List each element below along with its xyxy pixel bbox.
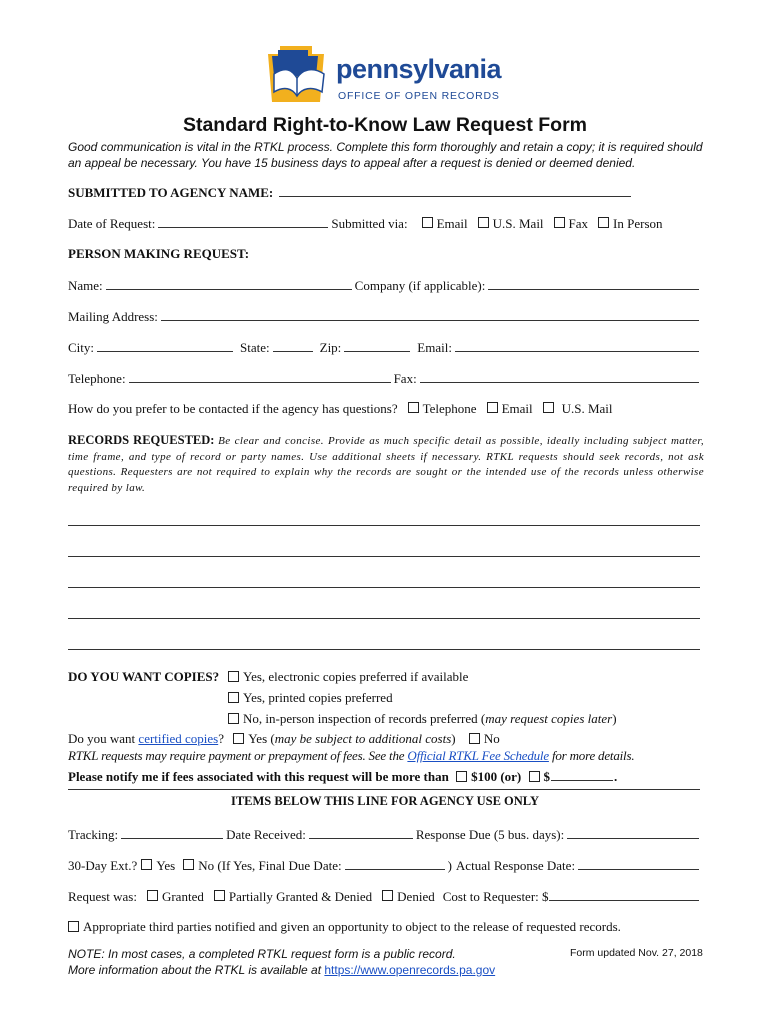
footer-more-info bbox=[68, 963, 495, 977]
person-heading: PERSON MAKING REQUEST: bbox=[68, 246, 250, 261]
tracking-label: Tracking: bbox=[68, 827, 119, 842]
actual-field[interactable] bbox=[578, 857, 699, 870]
certified-yes-label: Yes ( bbox=[248, 731, 275, 746]
fees-suffix: for more details. bbox=[548, 748, 635, 763]
notify-amount: $100 (or) bbox=[471, 769, 522, 784]
contact-row bbox=[68, 401, 702, 417]
tracking-row bbox=[68, 826, 702, 843]
phone-field[interactable] bbox=[129, 370, 391, 383]
partial-checkbox[interactable] bbox=[214, 890, 225, 901]
footer-note: NOTE: In most cases, a completed RTKL request form is a public record. bbox=[68, 947, 456, 961]
partial-label: Partially Granted & Denied bbox=[228, 889, 373, 904]
org-office: OFFICE OF OPEN RECORDS bbox=[338, 90, 500, 102]
outcome-row bbox=[68, 888, 702, 905]
certified-note: may be subject to additional costs bbox=[274, 731, 452, 746]
notify-custom-field[interactable] bbox=[551, 768, 613, 781]
company-field[interactable] bbox=[488, 277, 699, 290]
fees-text: RTKL requests may require payment or prepayment of fees. See the bbox=[68, 748, 408, 763]
request-line-2[interactable] bbox=[68, 556, 700, 557]
contact-question: How do you prefer to be contacted if the agency has questions? bbox=[68, 401, 398, 416]
via-email-checkbox[interactable] bbox=[422, 217, 433, 228]
copies-inspection-close: ) bbox=[612, 711, 617, 726]
contact-email-checkbox[interactable] bbox=[487, 402, 498, 413]
page-title: Standard Right-to-Know Law Request Form bbox=[182, 114, 588, 136]
via-mail-label: U.S. Mail bbox=[492, 216, 544, 231]
request-line-3[interactable] bbox=[68, 587, 700, 588]
agency-name-field[interactable] bbox=[279, 184, 631, 197]
cost-field[interactable] bbox=[549, 888, 699, 901]
tracking-field[interactable] bbox=[121, 826, 223, 839]
copies-printed-label: Yes, printed copies preferred bbox=[243, 690, 393, 705]
received-label: Date Received: bbox=[226, 827, 306, 842]
city-label: City: bbox=[68, 340, 95, 355]
final-due-field[interactable] bbox=[345, 857, 445, 870]
form-updated: Form updated Nov. 27, 2018 bbox=[570, 947, 703, 959]
intro-text: Good communication is vital in the RTKL process. Complete this form thoroughly and retain a copy; it is required should an appeal be necessary. You have 15 business days to appeal after a request is denied or deemed denied. bbox=[68, 140, 703, 170]
copies-option-inspection bbox=[228, 711, 617, 727]
org-name: pennsylvania bbox=[336, 54, 502, 84]
copies-inspection-note: may request copies later bbox=[485, 711, 613, 726]
more-info-text: More information about the RTKL is available at bbox=[68, 963, 325, 977]
notify-row bbox=[68, 768, 617, 785]
header-logo bbox=[262, 44, 522, 110]
contact-mail-label: U.S. Mail bbox=[561, 401, 613, 416]
address-label: Mailing Address: bbox=[68, 309, 158, 324]
notify-dollar: $ bbox=[543, 769, 550, 784]
contact-email-label: Email bbox=[501, 401, 533, 416]
city-field[interactable] bbox=[97, 339, 233, 352]
copies-option-printed bbox=[228, 690, 393, 706]
contact-phone-checkbox[interactable] bbox=[408, 402, 419, 413]
denied-checkbox[interactable] bbox=[382, 890, 393, 901]
via-email-label: Email bbox=[436, 216, 468, 231]
via-inperson-label: In Person bbox=[613, 216, 663, 231]
ext-label: 30-Day Ext.? bbox=[68, 858, 138, 873]
name-row bbox=[68, 277, 702, 294]
fax-field[interactable] bbox=[420, 370, 699, 383]
email-label: Email: bbox=[417, 340, 452, 355]
name-field[interactable] bbox=[106, 277, 352, 290]
certified-row bbox=[68, 731, 500, 747]
fees-row bbox=[68, 748, 634, 764]
via-fax-checkbox[interactable] bbox=[554, 217, 565, 228]
notify-text: Please notify me if fees associated with this request will be more than bbox=[68, 769, 449, 784]
request-line-5[interactable] bbox=[68, 649, 700, 650]
agency-label: SUBMITTED TO AGENCY NAME: bbox=[68, 185, 274, 200]
notify-custom-checkbox[interactable] bbox=[529, 771, 540, 782]
address-row bbox=[68, 308, 702, 325]
fax-label: Fax: bbox=[393, 371, 417, 386]
extension-row bbox=[68, 857, 702, 874]
state-label: State: bbox=[240, 340, 270, 355]
copies-question: DO YOU WANT COPIES? bbox=[68, 669, 220, 684]
fee-schedule-link[interactable]: Official RTKL Fee Schedule bbox=[407, 748, 549, 763]
city-row bbox=[68, 339, 702, 356]
request-line-4[interactable] bbox=[68, 618, 700, 619]
ext-no-checkbox[interactable] bbox=[183, 859, 194, 870]
copies-electronic-label: Yes, electronic copies preferred if available bbox=[243, 669, 469, 684]
records-section bbox=[68, 433, 704, 496]
company-label: Company (if applicable): bbox=[354, 278, 486, 293]
phone-label: Telephone: bbox=[68, 371, 126, 386]
copies-printed-checkbox[interactable] bbox=[228, 692, 239, 703]
granted-label: Granted bbox=[161, 889, 204, 904]
certified-close: ) bbox=[451, 731, 456, 746]
via-mail-checkbox[interactable] bbox=[478, 217, 489, 228]
via-fax-label: Fax bbox=[568, 216, 589, 231]
contact-phone-label: Telephone bbox=[422, 401, 477, 416]
certified-prefix: Do you want bbox=[68, 731, 139, 746]
name-label: Name: bbox=[68, 278, 103, 293]
third-party-label: Appropriate third parties notified and given an opportunity to object to the release of requested records. bbox=[83, 919, 621, 934]
zip-label: Zip: bbox=[319, 340, 342, 355]
request-line-1[interactable] bbox=[68, 525, 700, 526]
denied-label: Denied bbox=[397, 889, 435, 904]
notify-100-checkbox[interactable] bbox=[456, 771, 467, 782]
contact-mail-checkbox[interactable] bbox=[543, 402, 554, 413]
address-field[interactable] bbox=[161, 308, 699, 321]
actual-label: Actual Response Date: bbox=[455, 858, 576, 873]
due-label: Response Due (5 bus. days): bbox=[415, 827, 565, 842]
ext-yes-label: Yes bbox=[156, 858, 176, 873]
agency-use-heading: ITEMS BELOW THIS LINE FOR AGENCY USE ONLY bbox=[230, 794, 540, 808]
certified-no-checkbox[interactable] bbox=[469, 733, 480, 744]
certified-no-label: No bbox=[483, 731, 500, 746]
state-field[interactable] bbox=[273, 339, 313, 352]
ext-no-label: No (If Yes, Final Due Date: bbox=[198, 858, 342, 873]
certified-yes-checkbox[interactable] bbox=[233, 733, 244, 744]
certified-q: ? bbox=[218, 731, 224, 746]
zip-field[interactable] bbox=[344, 339, 410, 352]
phone-row bbox=[68, 370, 702, 387]
openrecords-link[interactable]: https://www.openrecords.pa.gov bbox=[324, 963, 496, 977]
certified-copies-link[interactable]: certified copies bbox=[138, 731, 219, 746]
date-label: Date of Request: bbox=[68, 216, 156, 231]
agency-row bbox=[68, 184, 702, 201]
third-party-checkbox[interactable] bbox=[68, 921, 79, 932]
granted-checkbox[interactable] bbox=[147, 890, 158, 901]
received-field[interactable] bbox=[309, 826, 413, 839]
request-was-label: Request was: bbox=[68, 889, 137, 904]
date-row bbox=[68, 215, 702, 232]
ext-close: ) bbox=[447, 858, 452, 873]
copies-option-electronic bbox=[228, 669, 468, 685]
notify-end: . bbox=[614, 769, 618, 784]
records-instructions: Be clear and concise. Provide as much specific detail as possible, ideally including subject matter, time frame, and type of record or party names. Use additional sheets if necessary. RTKL requests should seek records, not ask questions. Requesters are not required to explain why the records are sought or the intended use of the records unless otherwise required by law. bbox=[68, 435, 705, 494]
records-heading: RECORDS REQUESTED: bbox=[68, 433, 215, 447]
date-field[interactable] bbox=[158, 215, 328, 228]
ext-yes-checkbox[interactable] bbox=[141, 859, 152, 870]
keystone-book-icon bbox=[262, 44, 334, 110]
copies-electronic-checkbox[interactable] bbox=[228, 671, 239, 682]
via-inperson-checkbox[interactable] bbox=[598, 217, 609, 228]
via-label: Submitted via: bbox=[331, 216, 408, 231]
copies-inspection-checkbox[interactable] bbox=[228, 713, 239, 724]
email-field[interactable] bbox=[455, 339, 699, 352]
third-party-row bbox=[68, 919, 621, 935]
cost-label: Cost to Requester: $ bbox=[442, 889, 549, 904]
agency-divider bbox=[68, 789, 700, 790]
due-field[interactable] bbox=[567, 826, 699, 839]
copies-inspection-label: No, in-person inspection of records preferred ( bbox=[243, 711, 486, 726]
